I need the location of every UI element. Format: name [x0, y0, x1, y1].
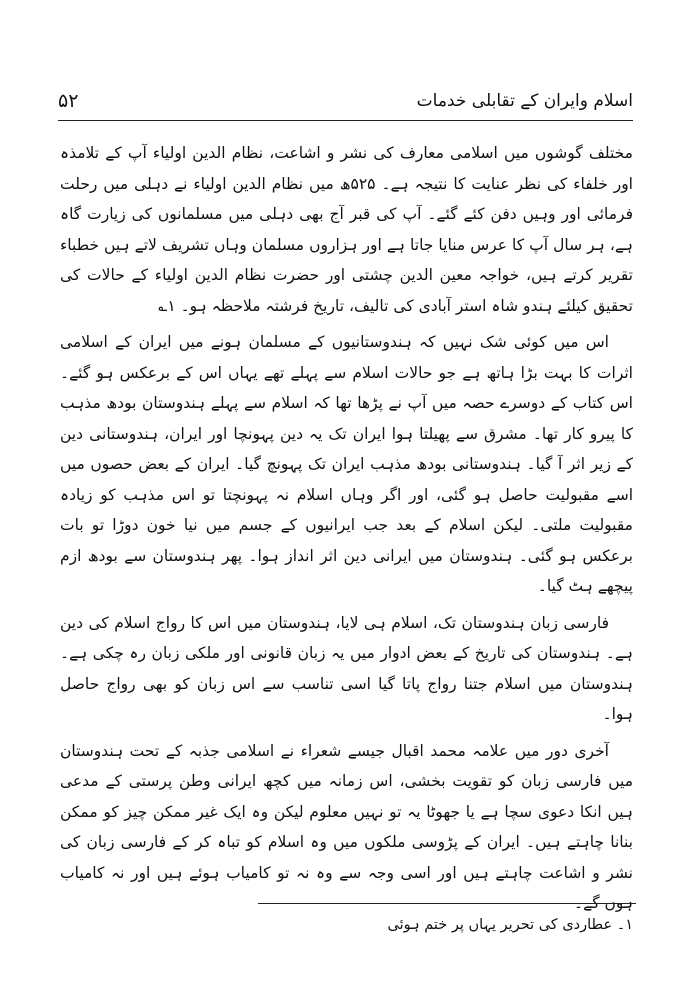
paragraph-2: اس میں کوئی شک نہیں کہ ہندوستانیوں کے مسلمان ہونے میں ایران کے اسلامی اثرات کا بہت بڑا ہاتھ ہے جو حالات اسلام سے پہلے تھے یہاں اس کے برعکس ہو گئے۔ اس کتاب کے دوسرے حصہ میں آپ نے پڑھا تھا کہ اسلام سے پہلے ہندوستان بودھ مذہب کا پیرو کار تھا۔ مشرق سے پھیلتا ہوا ایران تک یہ دین پہونچا اور ایران، ہندوستانی دین کے زیر اثر آ گیا۔ ہندوستانی بودھ مذہب ایران تک پہونچ گیا۔ ایران کے بعض حصوں میں اسے مقبولیت حاصل ہو گئی، اور اگر وہاں اسلام نہ پہونچتا تو اس مذہب کو زیادہ مقبولیت ملتی۔ لیکن اسلام کے بعد جب ایرانیوں کے جسم میں نیا خون دوڑا تو بات برعکس ہو گئی۔ ہندوستان میں ایرانی دین اثر انداز ہوا۔ پھر ہندوستان سے بودھ ازم پیچھے ہٹ گیا۔: [60, 333, 633, 595]
paragraph-4: آخری دور میں علامہ محمد اقبال جیسے شعراء نے اسلامی جذبہ کے تحت ہندوستان میں فارسی زبان کو تقویت بخشی، اس زمانہ میں کچھ ایرانی وطن پرستی کے مدعی ہیں انکا دعوی سچا ہے یا جھوٹا یہ تو نہیں معلوم لیکن وہ ایک غیر ممکن چیز کو ممکن بنانا چاہتے ہیں۔ ایران کے پڑوسی ملکوں میں وہ اسلام کو تباہ کر کے فارسی زبان کی نشر و اشاعت چاہتے ہیں اور اسی وجہ سے وہ نہ تو کامیاب ہوئے ہیں اور نہ کامیاب ہوں گے۔: [60, 741, 633, 912]
footnote-divider: [258, 903, 636, 904]
page-number: ۵۲: [58, 90, 79, 112]
footnote: ۱۔ عطاردی کی تحریر یہاں پر ختم ہوئی: [387, 917, 633, 933]
paragraph-1: مختلف گوشوں میں اسلامی معارف کی نشر و اشاعت، نظام الدین اولیاء آپ کے تلامذہ اور خلفاء کی نظر عنایت کا نتیجہ ہے۔ ۵۲۵ھ میں نظام الدین اولیاء نے دہلی میں رحلت فرمائی اور وہیں دفن کئے گئے۔ آپ کی قبر آج بھی دہلی میں مسلمانوں کی زیارت گاہ ہے، ہر سال آپ کا عرس منایا جاتا ہے اور ہزاروں مسلمان وہاں تشریف لاتے ہیں خطباء تقریر کرتے ہیں، خواجہ معین الدین چشتی اور حضرت نظام الدین اولیاء کے حالات کی تحقیق کیلئے ہندو شاہ استر آبادی کی تالیف، تاریخ فرشتہ ملاحظہ ہو۔ ۱؎: [60, 144, 633, 315]
paragraph-3: فارسی زبان ہندوستان تک، اسلام ہی لایا، ہندوستان میں اس کا رواج اسلام کی دین ہے۔ ہندوستان کی تاریخ کے بعض ادوار میں یہ زبان قانونی اور ملکی زبان رہ چکی ہے۔ ہندوستان میں اسلام جتنا رواج پاتا گیا اسی تناسب سے اس زبان کو بھی رواج حاصل ہوا۔: [60, 613, 633, 723]
page-header: [58, 84, 633, 121]
body-text: [60, 138, 633, 925]
running-title: اسلام وایران کے تقابلی خدمات: [416, 91, 633, 111]
